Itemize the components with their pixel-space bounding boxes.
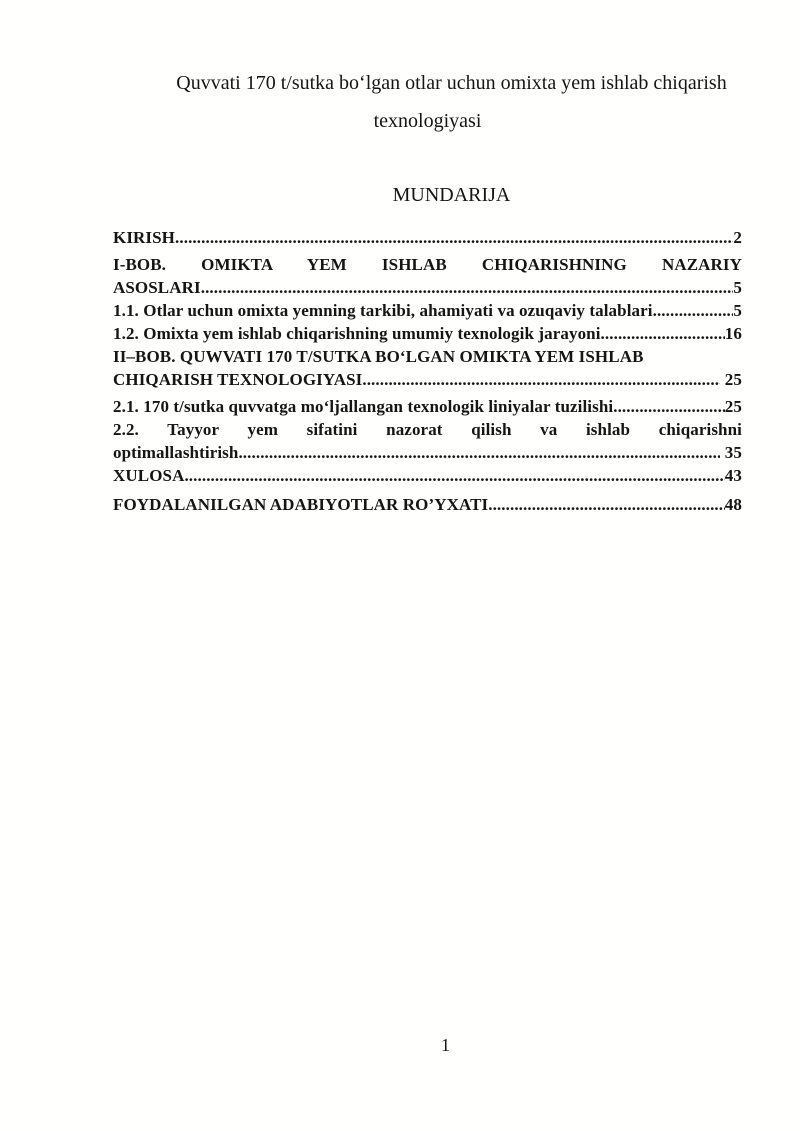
document-title: Quvvati 170 t/sutka bo‘lgan otlar uchun omixta yem ishlab chiqarish texnologiyasi	[176, 72, 727, 132]
toc-entry-chapter2-line2	[113, 368, 742, 391]
toc-entry-text: FOYDALANILGAN ADABIYOTLAR RO’YXATI	[113, 495, 489, 514]
toc-page-number: 5	[733, 301, 742, 320]
toc-entry-1-1	[113, 299, 742, 322]
toc-entry-text: optimallashtirish	[113, 443, 239, 462]
toc-page-number: 35	[724, 443, 742, 462]
dot-leader	[488, 493, 725, 516]
toc-entry-xulosa	[113, 464, 742, 487]
toc-entry-adabiyotlar	[113, 493, 742, 516]
toc-entry-text: 2.2. Tayyor yem sifatini nazorat qilish va ishlab chiqarishni	[113, 420, 742, 439]
toc-entry-chapter1-line1	[113, 253, 742, 276]
toc-entry-chapter2-line1	[113, 345, 742, 368]
dot-leader	[238, 441, 719, 464]
toc-entry-text: 1.1. Otlar uchun omixta yemning tarkibi, ahamiyati va ozuqaviy talablari	[113, 301, 653, 320]
toc-page-number: 16	[724, 324, 742, 343]
dot-leader	[653, 299, 734, 322]
toc-entry-2-1	[113, 395, 742, 418]
toc-entry-text: KIRISH	[113, 228, 176, 247]
toc-entry-text: II–BOB. QUWVATI 170 T/SUTKA BO‘LGAN OMIKTA YEM ISHLAB	[113, 347, 644, 366]
dot-leader	[613, 395, 725, 418]
table-of-contents	[113, 226, 742, 516]
toc-entry-text: CHIQARISH TEXNOLOGIYASI	[113, 370, 363, 389]
toc-page-number: 43	[724, 466, 742, 485]
toc-page-number: 25	[724, 397, 742, 416]
toc-entry-2-2-line1	[113, 418, 742, 441]
toc-heading: MUNDARIJA	[392, 184, 511, 206]
toc-entry-2-2-line2	[113, 441, 742, 464]
toc-page-number: 2	[733, 228, 742, 247]
dot-leader	[184, 464, 724, 487]
toc-page-number: 5	[733, 278, 742, 297]
footer-page-number: 1	[441, 1035, 450, 1055]
toc-entry-text: 1.2. Omixta yem ishlab chiqarishning umumiy texnologik jarayoni	[113, 324, 601, 343]
toc-entry-1-2	[113, 322, 742, 345]
toc-entry-text: I-BOB. OMIKTA YEM ISHLAB CHIQARISHNING NAZARIY	[113, 255, 742, 274]
dot-leader	[201, 276, 734, 299]
dot-leader	[175, 226, 733, 249]
toc-entry-text: XULOSA	[113, 466, 185, 485]
toc-page-number: 48	[724, 495, 742, 514]
toc-entry-text: ASOSLARI	[113, 278, 201, 297]
toc-entry-text: 2.1. 170 t/sutka quvvatga mo‘ljallangan texnologik liniyalar tuzilishi	[113, 397, 614, 416]
dot-leader	[601, 322, 725, 345]
page-content	[113, 0, 742, 516]
toc-entry-kirish	[113, 226, 742, 249]
toc-page-number: 25	[724, 370, 742, 389]
dot-leader	[362, 368, 719, 391]
toc-entry-chapter1-line2	[113, 276, 742, 299]
